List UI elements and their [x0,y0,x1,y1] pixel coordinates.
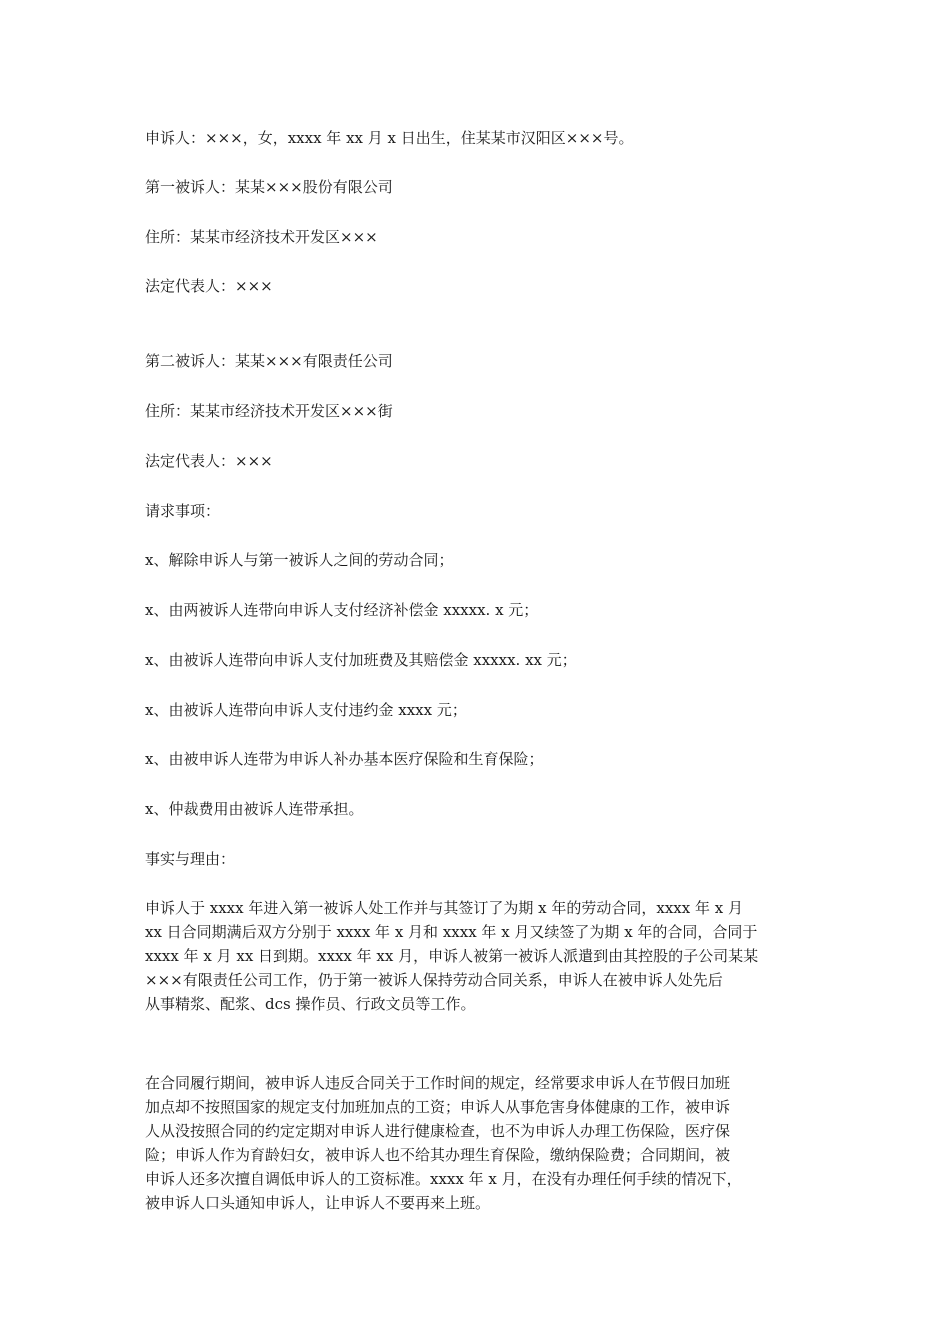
facts-paragraph-2 [145,1071,805,1215]
applicant-line: 申诉人：×××，女，xxxx 年 xx 月 x 日出生，住某某市汉阳区×××号。 [145,129,634,147]
claim-item: x、由被诉人连带向申诉人支付加班费及其赔偿金 xxxxx. xx 元； [145,651,577,669]
paragraph-line: 申诉人于 xxxx 年进入第一被诉人处工作并与其签订了为期 x 年的劳动合同，xxxx 年 x 月 [145,899,743,917]
claim-item: x、解除申诉人与第一被诉人之间的劳动合同； [145,551,454,569]
claim-item: x、仲裁费用由被诉人连带承担。 [145,800,364,818]
respondent2-representative: 法定代表人：××× [145,452,273,470]
claim-item: x、由被申诉人连带为申诉人补办基本医疗保险和生育保险； [145,750,544,768]
facts-heading: 事实与理由： [145,850,236,868]
paragraph-line: 申诉人还多次擅自调低申诉人的工资标准。xxxx 年 x 月，在没有办理任何手续的情况下， [145,1170,742,1188]
paragraph-line: 从事精浆、配浆、dcs 操作员、行政文员等工作。 [145,995,476,1013]
paragraph-line: 加点却不按照国家的规定支付加班加点的工资；申诉人从事危害身体健康的工作，被申诉 [145,1098,731,1116]
respondent2-address: 住所：某某市经济技术开发区×××街 [145,402,393,420]
respondent2-name: 第二被诉人：某某×××有限责任公司 [145,352,393,370]
respondent1-address: 住所：某某市经济技术开发区××× [145,228,378,246]
claim-item: x、由被诉人连带向申诉人支付违约金 xxxx 元； [145,701,467,719]
paragraph-line: 人从没按照合同的约定定期对申诉人进行健康检查，也不为申诉人办理工伤保险，医疗保 [145,1122,731,1140]
paragraph-line: 被申诉人口头通知申诉人，让申诉人不要再来上班。 [145,1194,491,1212]
paragraph-line: ×××有限责任公司工作，仍于第一被诉人保持劳动合同关系，申诉人在被申诉人处先后 [145,971,723,989]
claims-heading: 请求事项： [145,502,221,520]
paragraph-line: xxxx 年 x 月 xx 日到期。xxxx 年 xx 月，申诉人被第一被诉人派遣到由其控股的子公司某某 [145,947,759,965]
paragraph-line: 在合同履行期间，被申诉人违反合同关于工作时间的规定，经常要求申诉人在节假日加班 [145,1074,731,1092]
respondent1-name: 第一被诉人：某某×××股份有限公司 [145,178,393,196]
facts-paragraph-1 [145,896,805,1016]
respondent1-representative: 法定代表人：××× [145,277,273,295]
claim-item: x、由两被诉人连带向申诉人支付经济补偿金 xxxxx. x 元； [145,601,539,619]
paragraph-line: 险；申诉人作为育龄妇女，被申诉人也不给其办理生育保险，缴纳保险费；合同期间，被 [145,1146,731,1164]
paragraph-line: xx 日合同期满后双方分别于 xxxx 年 x 月和 xxxx 年 x 月又续签了为期 x 年的合同，合同于 [145,923,758,941]
